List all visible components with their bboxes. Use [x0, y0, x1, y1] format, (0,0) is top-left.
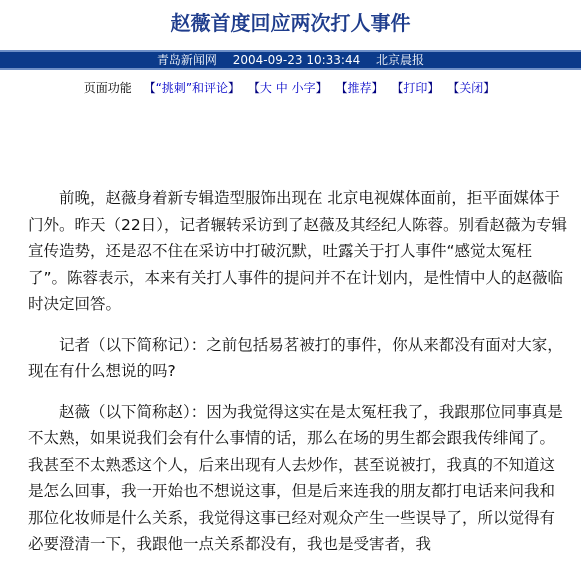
font-size-group	[248, 81, 332, 95]
article-paragraph: 前晚，赵薇身着新专辑造型服饰出现在 北京电视媒体面前，拒平面媒体于门外。昨天（22日），记者辗转采访到了赵薇及其经纪人陈蓉。别看赵薇为专辑宣传造势，还是忍不住在采访中打破沉默，吐露关于打人事件“感觉太冤枉了”。陈蓉表示，本来有关打人事件的提问并不在计划内，是性情中人的赵薇临时决定回答。	[28, 189, 567, 313]
article-meta-bar	[0, 50, 581, 70]
bracket-close: 】	[371, 81, 384, 95]
font-large-link[interactable]: 大	[259, 81, 272, 95]
article-body	[28, 185, 568, 572]
comment-suffix-link[interactable]: 和评论	[192, 81, 229, 95]
outlet-label: 北京晨报	[376, 53, 425, 67]
recommend-group	[335, 81, 387, 95]
page-functions-label: 页面功能	[83, 81, 132, 95]
font-small-link[interactable]: 小	[291, 81, 304, 95]
bracket-open: 【	[391, 81, 404, 95]
bracket-open: 【	[247, 81, 260, 95]
bracket-close: 】	[427, 81, 440, 95]
comment-link[interactable]: 挑刺	[161, 81, 186, 95]
bracket-close: 】	[228, 81, 241, 95]
comment-quote-close[interactable]: ”	[185, 81, 193, 95]
bracket-open: 【	[335, 81, 348, 95]
font-medium-link[interactable]: 中	[275, 81, 288, 95]
page-functions-bar	[0, 79, 581, 97]
recommend-link[interactable]: 推荐	[347, 81, 372, 95]
font-size-suffix: 字	[303, 81, 316, 95]
source-label: 青岛新闻网	[156, 53, 217, 67]
bracket-open: 【	[143, 81, 156, 95]
article-paragraph: 记者（以下简称记）：之前包括易茗被打的事件，你从来都没有面对大家，现在有什么想说的吗?	[28, 335, 563, 380]
publish-datetime: 2004-09-23 10:33:44	[232, 53, 361, 67]
print-link[interactable]: 打印	[403, 81, 428, 95]
print-group	[391, 81, 443, 95]
comment-group	[144, 81, 244, 95]
bracket-close: 】	[483, 81, 496, 95]
close-link[interactable]: 关闭	[459, 81, 484, 95]
bracket-open: 【	[447, 81, 460, 95]
article-title: 赵薇首度回应两次打人事件	[170, 11, 411, 35]
close-group	[447, 81, 495, 95]
comment-quote-open[interactable]: “	[155, 81, 162, 95]
article-paragraph: 赵薇（以下简称赵）：因为我觉得这实在是太冤枉我了，我跟那位同事真是不太熟，如果说我们会有什么事情的话，那么在场的男生都会跟我传绯闻了。我甚至不太熟悉这个人，后来出现有人去炒作，甚至说被打，我真的不知道这是怎么回事，我一开始也不想说这事，但是后来连我的朋友都打电话来问我和那位化妆师是什么关系，我觉得这事已经对观众产生一些误导了，所以觉得有必要澄清一下，我跟他一点关系都没有，我也是受害者，我	[28, 402, 563, 553]
bracket-close: 】	[315, 81, 328, 95]
